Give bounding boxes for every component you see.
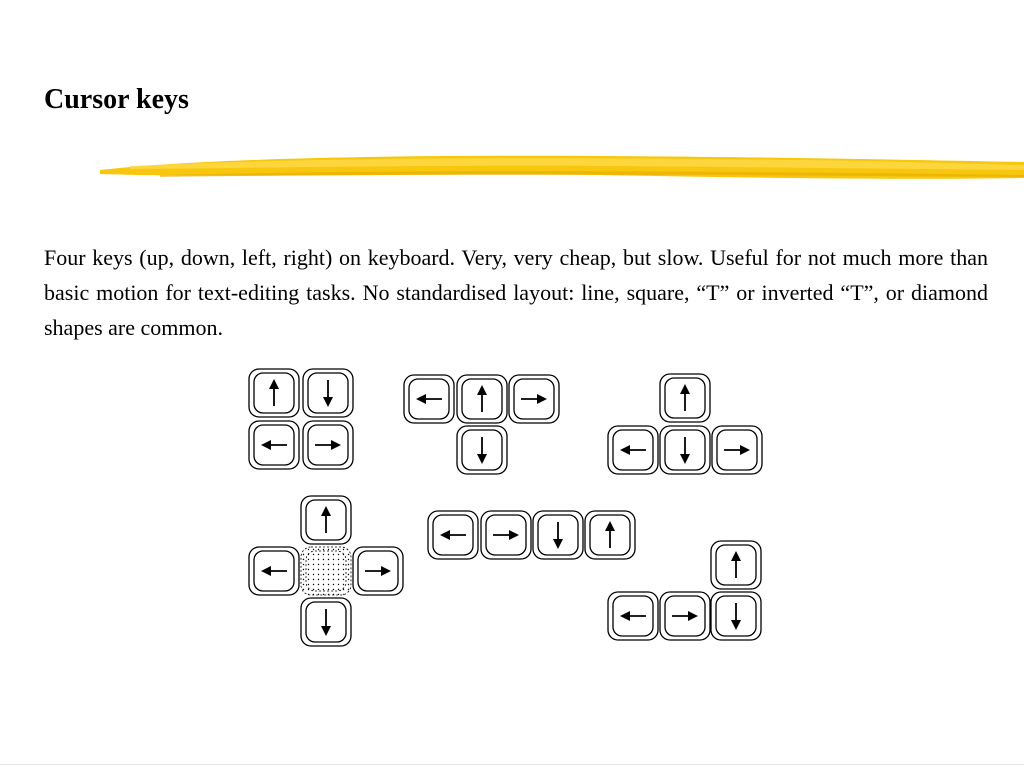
- left-arrow-key: [249, 547, 299, 595]
- down-arrow-key: [301, 598, 351, 646]
- up-arrow-key: [585, 511, 635, 559]
- left-arrow-key: [428, 511, 478, 559]
- layout-square: [249, 369, 353, 469]
- right-arrow-key: [303, 421, 353, 469]
- down-arrow-key: [303, 369, 353, 417]
- layout-t-shape: [404, 375, 559, 474]
- up-arrow-key: [301, 496, 351, 544]
- left-arrow-key: [249, 421, 299, 469]
- right-arrow-key: [712, 426, 762, 474]
- layout-line: [428, 511, 635, 559]
- right-arrow-key: [660, 592, 710, 640]
- right-arrow-key: [509, 375, 559, 423]
- up-arrow-key: [660, 374, 710, 422]
- footer-divider: [0, 764, 1024, 765]
- down-arrow-key: [711, 592, 761, 640]
- blank-center-key: [301, 547, 351, 595]
- down-arrow-key: [660, 426, 710, 474]
- left-arrow-key: [608, 426, 658, 474]
- down-arrow-key: [457, 426, 507, 474]
- right-arrow-key: [481, 511, 531, 559]
- down-arrow-key: [533, 511, 583, 559]
- up-arrow-key: [711, 541, 761, 589]
- left-arrow-key: [608, 592, 658, 640]
- slide-title: Cursor keys: [44, 84, 189, 115]
- layout-diamond: [249, 496, 403, 646]
- right-arrow-key: [353, 547, 403, 595]
- up-arrow-key: [457, 375, 507, 423]
- up-arrow-key: [249, 369, 299, 417]
- left-arrow-key: [404, 375, 454, 423]
- layout-inverted-t: [608, 374, 762, 474]
- slide-body-text: Four keys (up, down, left, right) on keyboard. Very, very cheap, but slow. Useful for not much more than basic motion for text-editing tasks. No standardised layout: line, square, “T” or inverted “T”, or diamond shapes are common.: [44, 245, 988, 340]
